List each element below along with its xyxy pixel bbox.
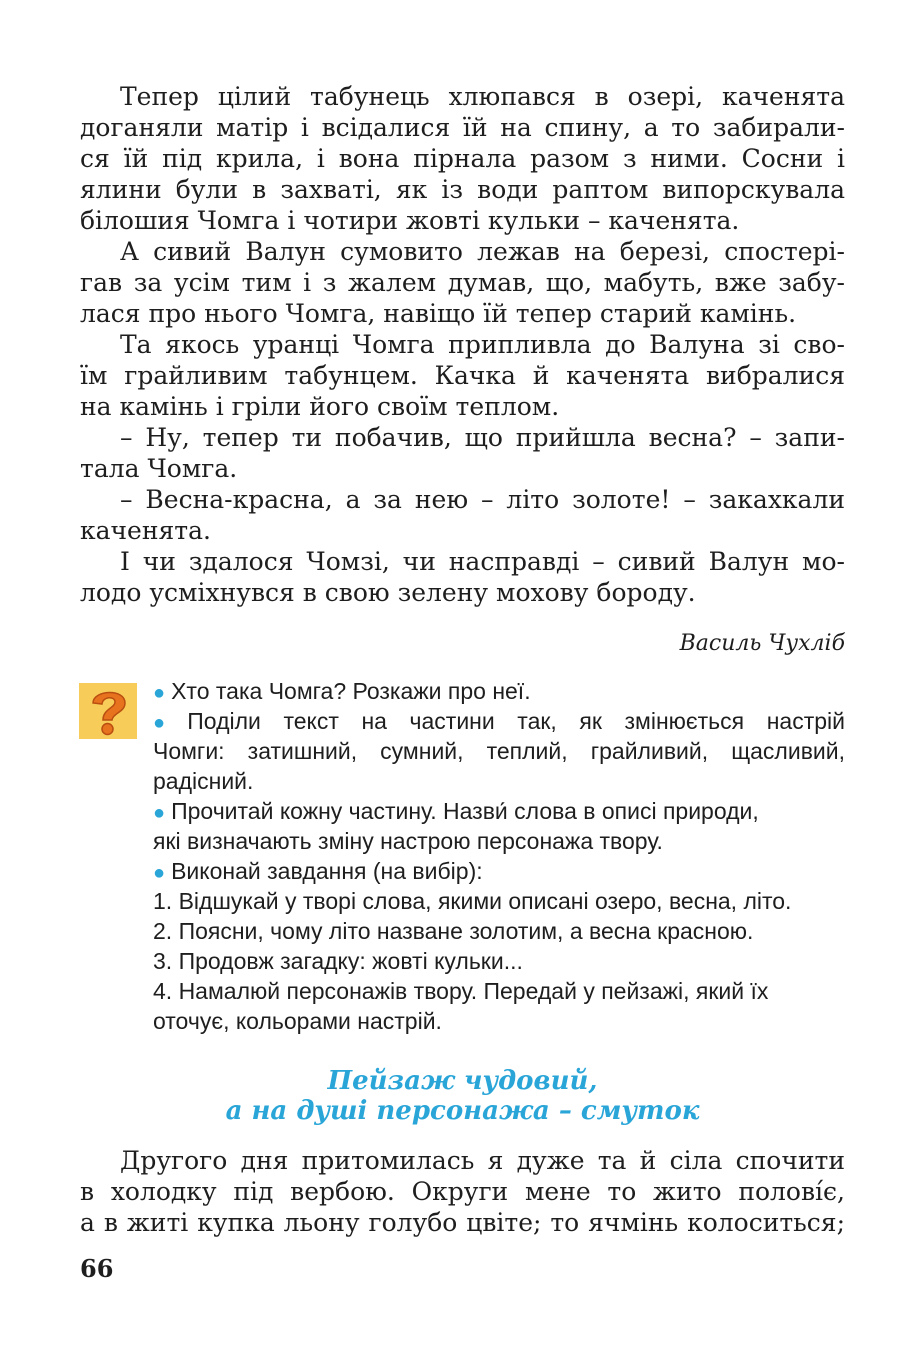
bullet-icon: ● xyxy=(153,712,182,734)
task-line: 1. Відшукай у творі слова, якими описані озеро, весна, літо. xyxy=(153,888,792,914)
story-line: І чи здалося Чомзі, чи насправді – сивий Валун мо- xyxy=(120,547,845,576)
task-line: Чомги: затишний, сумний, теплий, грайливий, щасливий, xyxy=(153,738,845,764)
story-line: на камінь і гріли його своїм теплом. xyxy=(80,392,560,421)
story-line: білошия Чомга і чотири жовті кульки – каченята. xyxy=(80,206,740,235)
task-line: які визначають зміну настрою персонажа твору. xyxy=(153,828,663,854)
story-line: Та якось уранці Чомга припливла до Валуна зі сво- xyxy=(120,330,845,359)
story-line: ся їй під крила, і вона пірнала разом з ними. Сосни і xyxy=(80,144,845,173)
story-line: каченята. xyxy=(80,516,211,545)
story-line: – Ну, тепер ти побачив, що прийшла весна? – запи- xyxy=(120,423,845,452)
page-number: 66 xyxy=(80,1254,114,1283)
task-item: ● Поділи текст на частини так, як змінюється настрій xyxy=(153,708,845,734)
author-signature: Василь Чухліб xyxy=(679,631,845,656)
story-line: – Весна-красна, а за нею – літо золоте! – закахкали xyxy=(120,485,845,514)
bullet-icon: ● xyxy=(153,802,166,824)
task-line: 4. Намалюй персонажів твору. Передай у пейзажі, який їх xyxy=(153,978,769,1004)
story-line: лодо усміхнувся в свою зелену мохову бороду. xyxy=(80,578,696,607)
bullet-icon: ● xyxy=(153,862,166,884)
task-line: 3. Продовж загадку: жовті кульки... xyxy=(153,948,523,974)
task-item: ● Прочитай кожну частину. Назви́ слова в описі природи, xyxy=(153,798,759,824)
next-text xyxy=(80,1145,845,1238)
story-line: А сивий Валун сумовито лежав на березі, спостері- xyxy=(120,237,845,266)
task-item: ● Хто така Чомга? Розкажи про неї. xyxy=(153,678,531,704)
section-heading-line: Пейзаж чудовий, xyxy=(327,1066,598,1096)
task-item: ● Виконай завдання (на вибір): xyxy=(153,858,483,884)
story-line: доганяли матір і всідалися їй на спину, а то забирали- xyxy=(80,113,845,142)
task-line: 2. Поясни, чому літо назване золотим, а весна красною. xyxy=(153,918,754,944)
story-line: тала Чомга. xyxy=(80,454,238,483)
story-line: ялини були в захваті, як із води раптом випорскувала xyxy=(80,175,845,204)
next-text-line: а в житі купка льону голубо цвіте; то ячмінь колоситься; xyxy=(80,1208,845,1237)
task-list xyxy=(153,676,845,1036)
story-line: їм грайливим табунцем. Качка й каченята вибралися xyxy=(80,361,845,390)
task-line: оточує, кольорами настрій. xyxy=(153,1008,442,1034)
story-text xyxy=(80,81,845,608)
next-text-line: в холодку під вербою. Округи мене то жито полові́є, xyxy=(80,1177,845,1206)
story-line: Тепер цілий табунець хлюпався в озері, каченята xyxy=(120,82,845,111)
section-heading-line: а на душі персонажа – смуток xyxy=(225,1096,700,1126)
question-mark-icon xyxy=(79,683,137,739)
section-heading xyxy=(80,1066,845,1126)
bullet-icon: ● xyxy=(153,682,166,704)
story-line: лася про нього Чомга, навіщо їй тепер старий камінь. xyxy=(80,299,797,328)
story-line: гав за усім тим і з жалем думав, що, мабуть, вже забу- xyxy=(80,268,845,297)
next-text-line: Другого дня притомилась я дуже та й сіла спочити xyxy=(120,1146,845,1175)
task-line: радісний. xyxy=(153,768,254,794)
